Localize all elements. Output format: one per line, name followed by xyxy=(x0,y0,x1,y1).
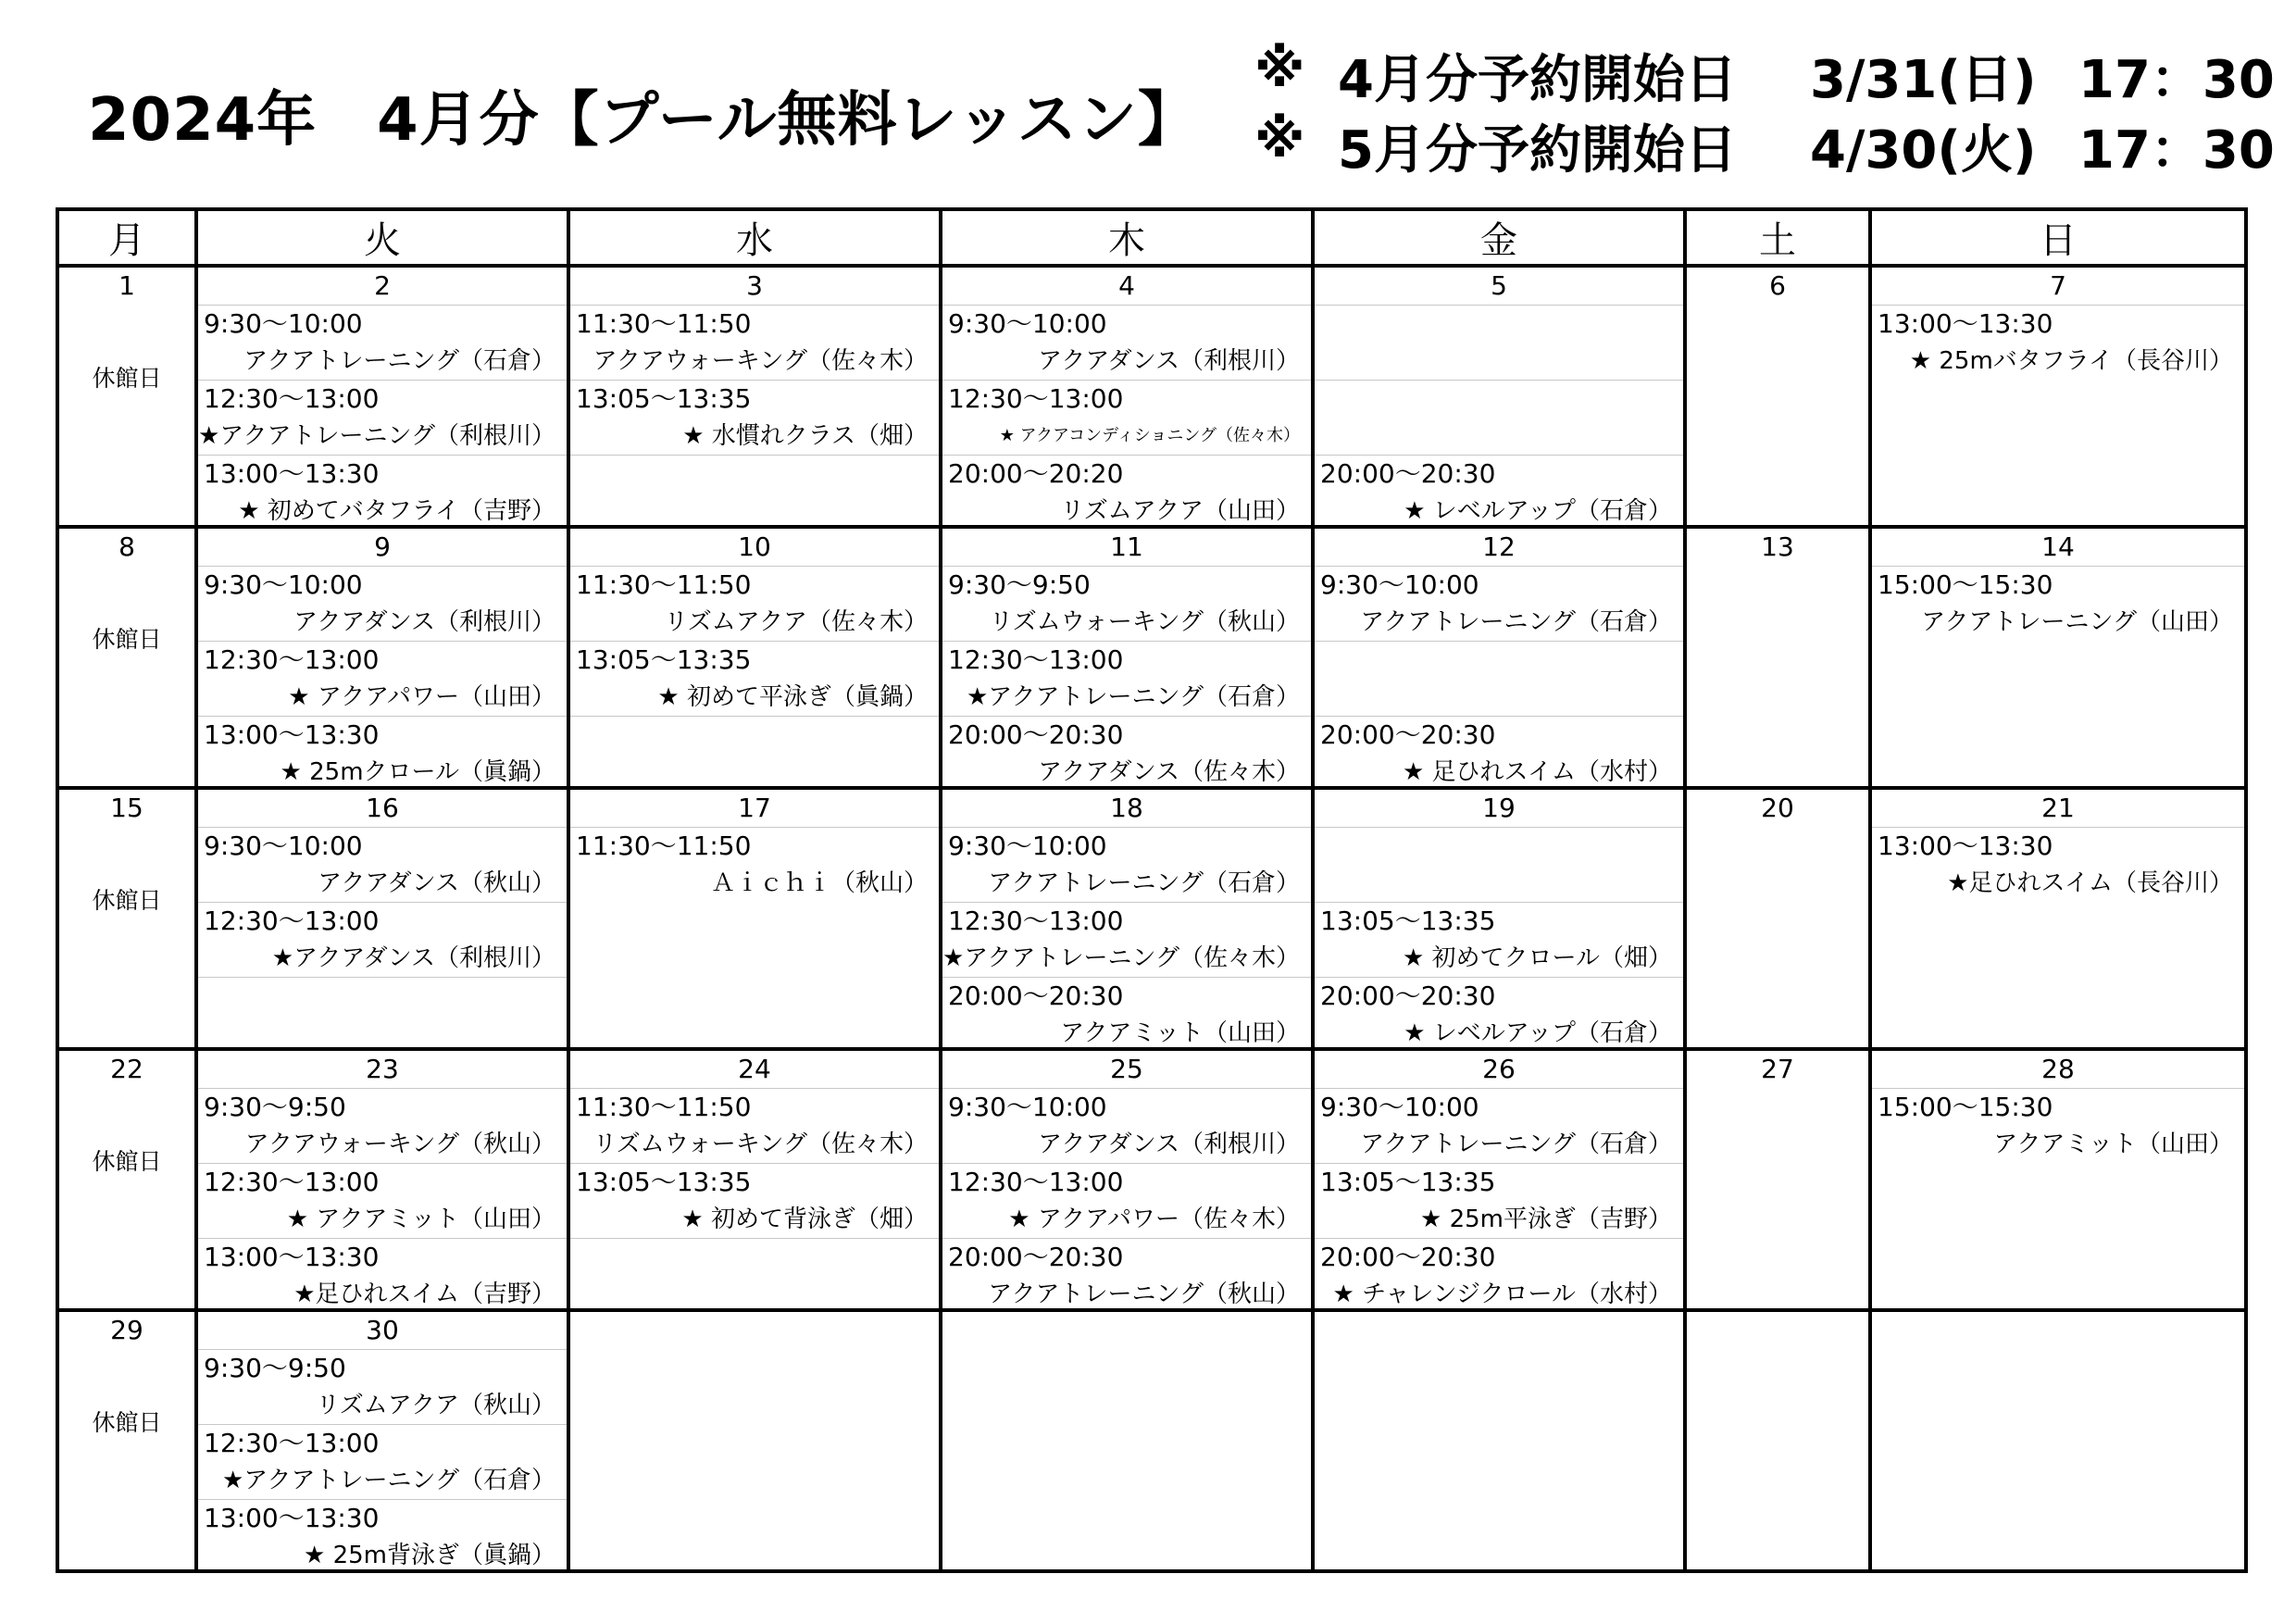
day-cell xyxy=(1313,788,1685,1049)
lesson-time: 13:00～13:30 xyxy=(204,1503,380,1533)
lesson-time: 9:30～10:00 xyxy=(1320,569,1479,600)
day-number: 12 xyxy=(1482,531,1516,562)
lesson-time: 20:00～20:30 xyxy=(948,981,1124,1011)
lesson-slot xyxy=(1872,827,2244,902)
closed-label: 休館日 xyxy=(92,626,162,653)
day-cell xyxy=(1685,266,1870,527)
day-cell xyxy=(1685,1049,1870,1310)
lesson-time: 12:30～13:00 xyxy=(948,906,1124,936)
weekday-header: 月 xyxy=(57,209,196,266)
lesson-slot xyxy=(198,455,567,530)
lesson-slot xyxy=(942,1238,1311,1313)
day-number: 7 xyxy=(2050,270,2066,301)
day-cell xyxy=(568,1310,941,1571)
lesson-name: リズムアクア（山田） xyxy=(1060,497,1300,525)
lesson-slot xyxy=(198,977,567,1052)
day-cell xyxy=(941,1049,1313,1310)
lesson-name: アクアトレーニング（秋山） xyxy=(988,1280,1300,1308)
lesson-name: ★ レベルアップ（石倉） xyxy=(1404,497,1672,525)
lesson-name: リズムアクア（秋山） xyxy=(316,1392,555,1419)
day-number xyxy=(1687,1312,1868,1349)
day-cell xyxy=(1685,1310,1870,1571)
lesson-name xyxy=(1315,865,1683,902)
lesson-name xyxy=(198,1015,567,1052)
lesson-slot xyxy=(198,716,567,791)
lesson-slot xyxy=(198,1088,567,1163)
lesson-time: 20:00～20:20 xyxy=(948,458,1124,489)
lesson-slot xyxy=(942,380,1311,455)
lesson-name: アクアトレーニング（石倉） xyxy=(1360,1131,1672,1158)
lesson-time: 12:30～13:00 xyxy=(204,383,380,414)
lesson-slot xyxy=(198,902,567,977)
lesson-name: アクアダンス（佐々木） xyxy=(1038,758,1300,786)
lesson-time: 13:00～13:30 xyxy=(1878,308,2053,339)
lesson-slot xyxy=(1315,1163,1683,1238)
notice-time: 17：30 xyxy=(2078,50,2275,110)
day-number: 20 xyxy=(1761,793,1794,823)
lesson-slot xyxy=(942,1163,1311,1238)
lesson-slot xyxy=(198,305,567,380)
lesson-slot xyxy=(198,566,567,641)
lesson-time: 11:30～11:50 xyxy=(576,569,752,600)
lesson-name: アクアミット（山田） xyxy=(1060,1019,1300,1047)
lesson-time: 9:30～10:00 xyxy=(948,1092,1107,1122)
lesson-name: アクアダンス（利根川） xyxy=(293,608,555,636)
lesson-name: ★足ひれスイム（吉野） xyxy=(293,1280,555,1308)
lesson-name xyxy=(1315,343,1683,380)
lesson-time: 13:05～13:35 xyxy=(576,383,752,414)
lesson-time xyxy=(570,456,939,493)
lesson-name xyxy=(1315,679,1683,716)
lesson-time: 20:00～20:30 xyxy=(948,719,1124,750)
lesson-name: ★ 足ひれスイム（水村） xyxy=(1402,758,1672,786)
lesson-time: 13:05～13:35 xyxy=(1320,906,1496,936)
day-number: 17 xyxy=(738,793,771,823)
day-number: 6 xyxy=(1769,270,1786,301)
lesson-slot xyxy=(1315,716,1683,791)
lesson-name xyxy=(570,754,939,791)
lesson-slot xyxy=(1315,977,1683,1052)
lesson-name: ★ 初めて平泳ぎ（眞鍋） xyxy=(657,683,928,711)
lesson-name: アクアダンス（秋山） xyxy=(318,869,555,897)
lesson-name: ★ 25m背泳ぎ（眞鍋） xyxy=(304,1542,555,1569)
lesson-name: ★ 初めてクロール（畑） xyxy=(1402,944,1672,972)
day-cell xyxy=(1685,788,1870,1049)
lesson-name: ★ チャレンジクロール（水村） xyxy=(1332,1280,1672,1308)
lesson-name: リズムアクア（佐々木） xyxy=(664,608,928,636)
lesson-time: 12:30～13:00 xyxy=(204,1167,380,1197)
lesson-name: アクアミット（山田） xyxy=(1993,1131,2233,1158)
day-cell xyxy=(941,266,1313,527)
lesson-name: アクアトレーニング（石倉） xyxy=(243,347,555,375)
lesson-name: ★ 水慣れクラス（畑） xyxy=(682,422,928,450)
day-cell xyxy=(568,266,941,527)
lesson-name: アクアダンス（利根川） xyxy=(1038,347,1300,375)
lesson-time: 9:30～10:00 xyxy=(1320,1092,1479,1122)
day-cell xyxy=(1313,1310,1685,1571)
closed-label: 休館日 xyxy=(92,1409,162,1436)
lesson-time: 13:00～13:30 xyxy=(204,458,380,489)
day-cell xyxy=(57,788,196,1049)
day-number: 29 xyxy=(110,1315,144,1345)
lesson-name: ★ 25mバタフライ（長谷川） xyxy=(1909,347,2233,375)
day-cell xyxy=(196,266,568,527)
closed-label: 休館日 xyxy=(92,887,162,914)
week-row xyxy=(57,1310,2246,1571)
lesson-slot xyxy=(942,1088,1311,1163)
lesson-time: 13:05～13:35 xyxy=(576,1167,752,1197)
weekday-header: 水 xyxy=(568,209,941,266)
day-number xyxy=(1872,1312,2244,1349)
closed-label: 休館日 xyxy=(92,1148,162,1175)
lesson-slot xyxy=(942,566,1311,641)
lesson-slot xyxy=(570,1163,939,1238)
lesson-time: 9:30～9:50 xyxy=(204,1092,346,1122)
lesson-time: 13:05～13:35 xyxy=(576,644,752,675)
day-cell xyxy=(1313,266,1685,527)
day-number: 8 xyxy=(119,531,135,562)
lesson-name: ★アクアダンス（利根川） xyxy=(271,944,555,972)
lesson-name: ★アクアトレーニング（石倉） xyxy=(221,1467,555,1494)
day-number: 1 xyxy=(119,270,135,301)
lesson-name: Ａｉｃｈｉ（秋山） xyxy=(710,869,928,897)
lesson-time: 9:30～10:00 xyxy=(204,831,363,861)
lesson-slot xyxy=(1315,455,1683,530)
lesson-time: 9:30～10:00 xyxy=(948,831,1107,861)
week-row xyxy=(57,266,2246,527)
lesson-time: 12:30～13:00 xyxy=(948,383,1124,414)
day-number xyxy=(570,1312,939,1349)
lesson-slot xyxy=(1872,1088,2244,1163)
day-number: 25 xyxy=(1110,1054,1143,1084)
lesson-name: アクアウォーキング（秋山） xyxy=(244,1131,555,1158)
lesson-name: アクアトレーニング（石倉） xyxy=(1360,608,1672,636)
notice-label: 4月分予約開始日 xyxy=(1338,50,1737,110)
weekday-header: 火 xyxy=(196,209,568,266)
lesson-time: 20:00～20:30 xyxy=(1320,458,1496,489)
lesson-slot xyxy=(942,902,1311,977)
day-cell xyxy=(57,1310,196,1571)
lesson-time: 20:00～20:30 xyxy=(948,1242,1124,1272)
notice-time: 17：30 xyxy=(2078,120,2275,181)
lesson-slot xyxy=(1872,305,2244,380)
day-cell xyxy=(568,788,941,1049)
lesson-slot xyxy=(942,827,1311,902)
lesson-time: 11:30～11:50 xyxy=(576,308,752,339)
lesson-slot xyxy=(570,1238,939,1313)
lesson-time xyxy=(1315,381,1683,418)
notice-date: 4/30(火) xyxy=(1810,120,2037,181)
day-cell xyxy=(1313,527,1685,788)
lesson-slot xyxy=(570,566,939,641)
lesson-name: アクアトレーニング（山田） xyxy=(1921,608,2233,636)
day-cell xyxy=(1313,1049,1685,1310)
reference-mark: ※ xyxy=(1254,39,1305,99)
lesson-name xyxy=(570,1276,939,1313)
page-title: 2024年 4月分【プール無料レッスン】 xyxy=(88,86,1198,155)
lesson-time: 9:30～9:50 xyxy=(204,1353,346,1383)
day-cell xyxy=(1685,527,1870,788)
lesson-time: 9:30～10:00 xyxy=(948,308,1107,339)
lesson-calendar xyxy=(56,207,2248,1573)
day-cell xyxy=(568,527,941,788)
day-cell xyxy=(1870,1310,2246,1571)
lesson-name: リズムウォーキング（秋山） xyxy=(989,608,1300,636)
lesson-time xyxy=(570,1239,939,1276)
lesson-time: 12:30～13:00 xyxy=(204,1428,380,1458)
lesson-slot xyxy=(198,1424,567,1499)
lesson-slot xyxy=(1315,305,1683,380)
day-number xyxy=(1315,1312,1683,1349)
lesson-slot xyxy=(1315,1088,1683,1163)
lesson-slot xyxy=(570,1088,939,1163)
lesson-time: 13:05～13:35 xyxy=(1320,1167,1496,1197)
lesson-slot xyxy=(198,1349,567,1424)
lesson-time: 9:30～10:00 xyxy=(204,308,363,339)
lesson-name: ★アクアトレーニング（利根川） xyxy=(198,422,556,450)
day-cell xyxy=(1870,788,2246,1049)
lesson-name: ★アクアトレーニング（佐々木） xyxy=(942,944,1301,972)
lesson-time xyxy=(570,717,939,754)
lesson-slot xyxy=(1315,902,1683,977)
day-number: 2 xyxy=(374,270,391,301)
lesson-slot xyxy=(1315,641,1683,716)
lesson-slot xyxy=(1315,1238,1683,1313)
lesson-name: ★足ひれスイム（長谷川） xyxy=(1947,869,2233,897)
lesson-time: 13:00～13:30 xyxy=(204,1242,380,1272)
lesson-slot xyxy=(198,641,567,716)
lesson-name: ★ 初めて背泳ぎ（畑） xyxy=(681,1206,928,1233)
lesson-time: 9:30～9:50 xyxy=(948,569,1091,600)
lesson-name: ★ アクアミット（山田） xyxy=(286,1206,555,1233)
lesson-slot xyxy=(570,716,939,791)
lesson-slot xyxy=(570,641,939,716)
lesson-name: ★ アクアパワー（山田） xyxy=(288,683,555,711)
day-cell xyxy=(57,527,196,788)
day-cell xyxy=(1870,1049,2246,1310)
day-number: 11 xyxy=(1110,531,1143,562)
day-number: 21 xyxy=(2041,793,2075,823)
day-number: 16 xyxy=(366,793,399,823)
day-number: 22 xyxy=(110,1054,144,1084)
day-number: 23 xyxy=(366,1054,399,1084)
day-number: 27 xyxy=(1761,1054,1794,1084)
lesson-time: 15:00～15:30 xyxy=(1878,1092,2053,1122)
day-cell xyxy=(196,1310,568,1571)
lesson-slot xyxy=(570,455,939,530)
day-cell xyxy=(196,788,568,1049)
lesson-slot xyxy=(570,305,939,380)
lesson-time xyxy=(1315,642,1683,679)
lesson-name: リズムウォーキング（佐々木） xyxy=(593,1131,928,1158)
lesson-time xyxy=(198,978,567,1015)
day-number: 26 xyxy=(1482,1054,1516,1084)
lesson-slot xyxy=(1315,827,1683,902)
day-cell xyxy=(57,266,196,527)
lesson-time: 9:30～10:00 xyxy=(204,569,363,600)
day-number xyxy=(942,1312,1311,1349)
lesson-slot xyxy=(198,1163,567,1238)
lesson-time: 12:30～13:00 xyxy=(948,644,1124,675)
day-number: 3 xyxy=(746,270,763,301)
day-number: 19 xyxy=(1482,793,1516,823)
lesson-name: ★ 25m平泳ぎ（吉野） xyxy=(1420,1206,1672,1233)
day-number: 4 xyxy=(1118,270,1135,301)
lesson-time: 13:00～13:30 xyxy=(1878,831,2053,861)
lesson-name: ★ 初めてバタフライ（吉野） xyxy=(238,497,555,525)
lesson-time: 11:30～11:50 xyxy=(576,1092,752,1122)
lesson-time: 12:30～13:00 xyxy=(204,906,380,936)
lesson-name: ★ アクアパワー（佐々木） xyxy=(1008,1206,1300,1233)
day-cell xyxy=(196,1049,568,1310)
lesson-slot xyxy=(198,827,567,902)
lesson-slot xyxy=(942,977,1311,1052)
lesson-slot xyxy=(198,1238,567,1313)
lesson-time: 20:00～20:30 xyxy=(1320,1242,1496,1272)
lesson-slot xyxy=(570,380,939,455)
weekday-header: 日 xyxy=(1870,209,2246,266)
day-cell xyxy=(1870,266,2246,527)
day-number: 5 xyxy=(1491,270,1507,301)
lesson-slot xyxy=(942,305,1311,380)
day-cell xyxy=(941,527,1313,788)
lesson-time xyxy=(1315,828,1683,865)
lesson-time: 15:00～15:30 xyxy=(1878,569,2053,600)
day-number: 9 xyxy=(374,531,391,562)
week-row xyxy=(57,788,2246,1049)
lesson-slot xyxy=(1872,566,2244,641)
lesson-slot xyxy=(1315,566,1683,641)
week-row xyxy=(57,1049,2246,1310)
closed-label: 休館日 xyxy=(92,365,162,392)
lesson-time xyxy=(1315,306,1683,343)
day-number: 30 xyxy=(366,1315,399,1345)
lesson-name: ★アクアトレーニング（石倉） xyxy=(966,683,1300,711)
weekday-header: 木 xyxy=(941,209,1313,266)
lesson-slot xyxy=(198,380,567,455)
day-number: 15 xyxy=(110,793,144,823)
day-cell xyxy=(57,1049,196,1310)
lesson-slot xyxy=(942,716,1311,791)
lesson-name xyxy=(570,493,939,530)
weekday-header: 土 xyxy=(1685,209,1870,266)
day-cell xyxy=(568,1049,941,1310)
lesson-slot xyxy=(198,1499,567,1574)
day-number: 24 xyxy=(738,1054,771,1084)
day-number: 14 xyxy=(2041,531,2075,562)
lesson-slot xyxy=(1315,380,1683,455)
lesson-name: アクアトレーニング（石倉） xyxy=(988,869,1300,897)
lesson-time: 11:30～11:50 xyxy=(576,831,752,861)
lesson-slot xyxy=(942,455,1311,530)
lesson-name: ★ レベルアップ（石倉） xyxy=(1404,1019,1672,1047)
reference-mark: ※ xyxy=(1254,109,1305,169)
day-number: 18 xyxy=(1110,793,1143,823)
lesson-time: 12:30～13:00 xyxy=(948,1167,1124,1197)
day-cell xyxy=(1870,527,2246,788)
day-number: 13 xyxy=(1761,531,1794,562)
lesson-slot xyxy=(570,827,939,902)
notice-date: 3/31(日) xyxy=(1810,50,2037,110)
lesson-name: ★ アクアコンディショニング（佐々木） xyxy=(999,426,1300,445)
lesson-name xyxy=(1315,418,1683,455)
day-number: 10 xyxy=(738,531,771,562)
notice-label: 5月分予約開始日 xyxy=(1338,120,1737,181)
lesson-name: アクアウォーキング（佐々木） xyxy=(593,347,928,375)
day-number: 28 xyxy=(2041,1054,2075,1084)
lesson-time: 20:00～20:30 xyxy=(1320,981,1496,1011)
lesson-time: 12:30～13:00 xyxy=(204,644,380,675)
day-cell xyxy=(196,527,568,788)
day-cell xyxy=(941,788,1313,1049)
day-cell xyxy=(941,1310,1313,1571)
weekday-header-row xyxy=(57,209,2246,266)
lesson-slot xyxy=(942,641,1311,716)
weekday-header: 金 xyxy=(1313,209,1685,266)
lesson-time: 20:00～20:30 xyxy=(1320,719,1496,750)
lesson-name: アクアダンス（利根川） xyxy=(1038,1131,1300,1158)
week-row xyxy=(57,527,2246,788)
lesson-time: 13:00～13:30 xyxy=(204,719,380,750)
lesson-name: ★ 25mクロール（眞鍋） xyxy=(280,758,555,786)
